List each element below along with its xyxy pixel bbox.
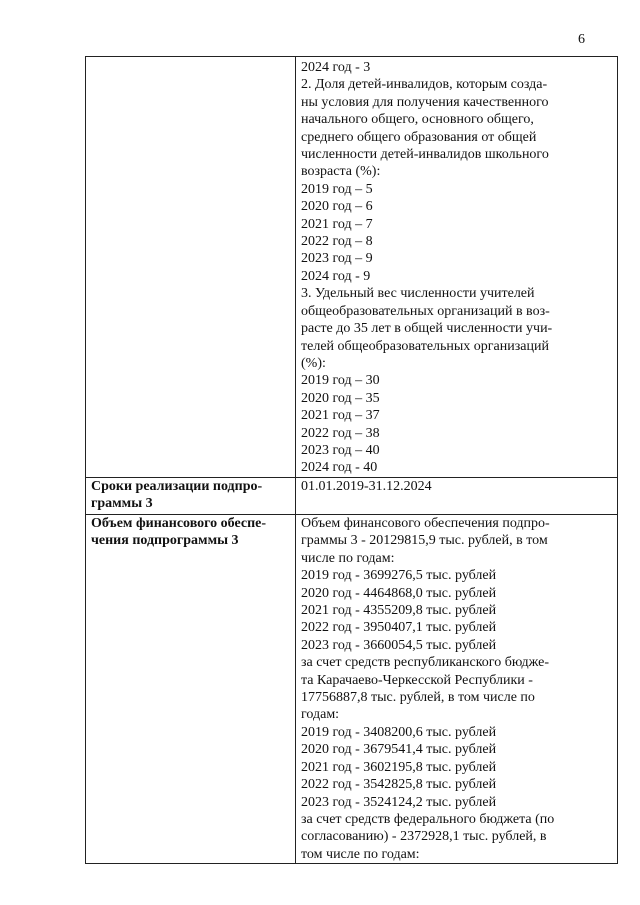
text-line: 2022 год - 3950407,1 тыс. рублей <box>301 620 497 636</box>
text-line: 2023 год – 40 <box>301 442 380 458</box>
text-line: 2020 год - 3679541,4 тыс. рублей <box>301 742 497 758</box>
text-line: телей общеобразовательных организаций <box>301 338 549 354</box>
text-line: начального общего, основного общего, <box>301 112 534 128</box>
text-line: за счет средств республиканского бюдже- <box>301 655 550 671</box>
table-row-indicators <box>86 57 618 478</box>
text-line: общеобразовательных организаций в воз- <box>301 303 550 319</box>
text-line: 2024 год - 9 <box>301 268 371 284</box>
text-line: Объем финансового обеспечения подпро- <box>301 516 550 531</box>
text-line: 2022 год - 3542825,8 тыс. рублей <box>301 777 497 793</box>
row-label-cell <box>86 57 296 478</box>
text-line: за счет средств федерального бюджета (по <box>301 811 555 827</box>
table-row-funding-volume <box>86 515 618 864</box>
text-line: 2024 год - 3 <box>301 60 371 75</box>
table-row-implementation-period <box>86 478 618 515</box>
text-line: 2024 год - 40 <box>301 460 378 476</box>
text-line: среднего общего образования от общей <box>301 129 537 145</box>
subprogram-passport-table <box>85 56 618 864</box>
text-line: граммы 3 <box>91 496 153 512</box>
text-line: 2020 год - 4464868,0 тыс. рублей <box>301 585 497 601</box>
text-line: чения подпрограммы 3 <box>91 533 239 549</box>
row-label-cell <box>86 515 296 864</box>
page-number: 6 <box>578 32 585 47</box>
text-line: 2021 год – 7 <box>301 216 373 232</box>
text-line: 17756887,8 тыс. рублей, в том числе по <box>301 690 535 706</box>
text-line: 2. Доля детей-инвалидов, которым созда- <box>301 77 548 93</box>
text-line: 3. Удельный вес численности учителей <box>301 286 535 302</box>
text-line: ны условия для получения качественного <box>301 94 549 110</box>
row-value-cell <box>296 515 618 864</box>
text-line: 2022 год – 8 <box>301 234 373 250</box>
text-line: том числе по годам: <box>301 846 420 862</box>
text-line: возраста (%): <box>301 164 381 180</box>
text-line: 2021 год – 37 <box>301 408 380 424</box>
text-line: 2022 год – 38 <box>301 425 380 441</box>
text-line: та Карачаево-Черкесской Республики - <box>301 672 533 688</box>
text-line: 2019 год - 3699276,5 тыс. рублей <box>301 568 497 584</box>
text-line: расте до 35 лет в общей численности учи- <box>301 321 553 337</box>
text-line: 2023 год - 3524124,2 тыс. рублей <box>301 794 497 810</box>
text-line: 2021 год - 4355209,8 тыс. рублей <box>301 603 497 619</box>
text-line: 2021 год - 3602195,8 тыс. рублей <box>301 759 497 775</box>
text-line: 2019 год - 3408200,6 тыс. рублей <box>301 724 497 740</box>
text-line: числе по годам: <box>301 550 395 566</box>
text-line: численности детей-инвалидов школьного <box>301 147 549 163</box>
text-line: годам: <box>301 707 340 723</box>
text-line: Сроки реализации подпро- <box>91 479 263 494</box>
text-line: 2020 год – 35 <box>301 390 380 406</box>
text-line: 2020 год – 6 <box>301 199 373 215</box>
text-line: граммы 3 - 20129815,9 тыс. рублей, в том <box>301 533 548 549</box>
text-line: Объем финансового обеспе- <box>91 516 267 531</box>
text-line: 2023 год – 9 <box>301 251 373 267</box>
text-line: 2019 год – 30 <box>301 373 380 389</box>
text-line: (%): <box>301 355 326 371</box>
text-line: 2023 год - 3660054,5 тыс. рублей <box>301 637 497 653</box>
text-line: 2019 год – 5 <box>301 181 373 197</box>
row-label-cell <box>86 478 296 515</box>
row-value-cell <box>296 478 618 515</box>
text-line: согласованию) - 2372928,1 тыс. рублей, в <box>301 829 547 845</box>
row-value-cell <box>296 57 618 478</box>
text-line: 01.01.2019-31.12.2024 <box>301 479 432 494</box>
